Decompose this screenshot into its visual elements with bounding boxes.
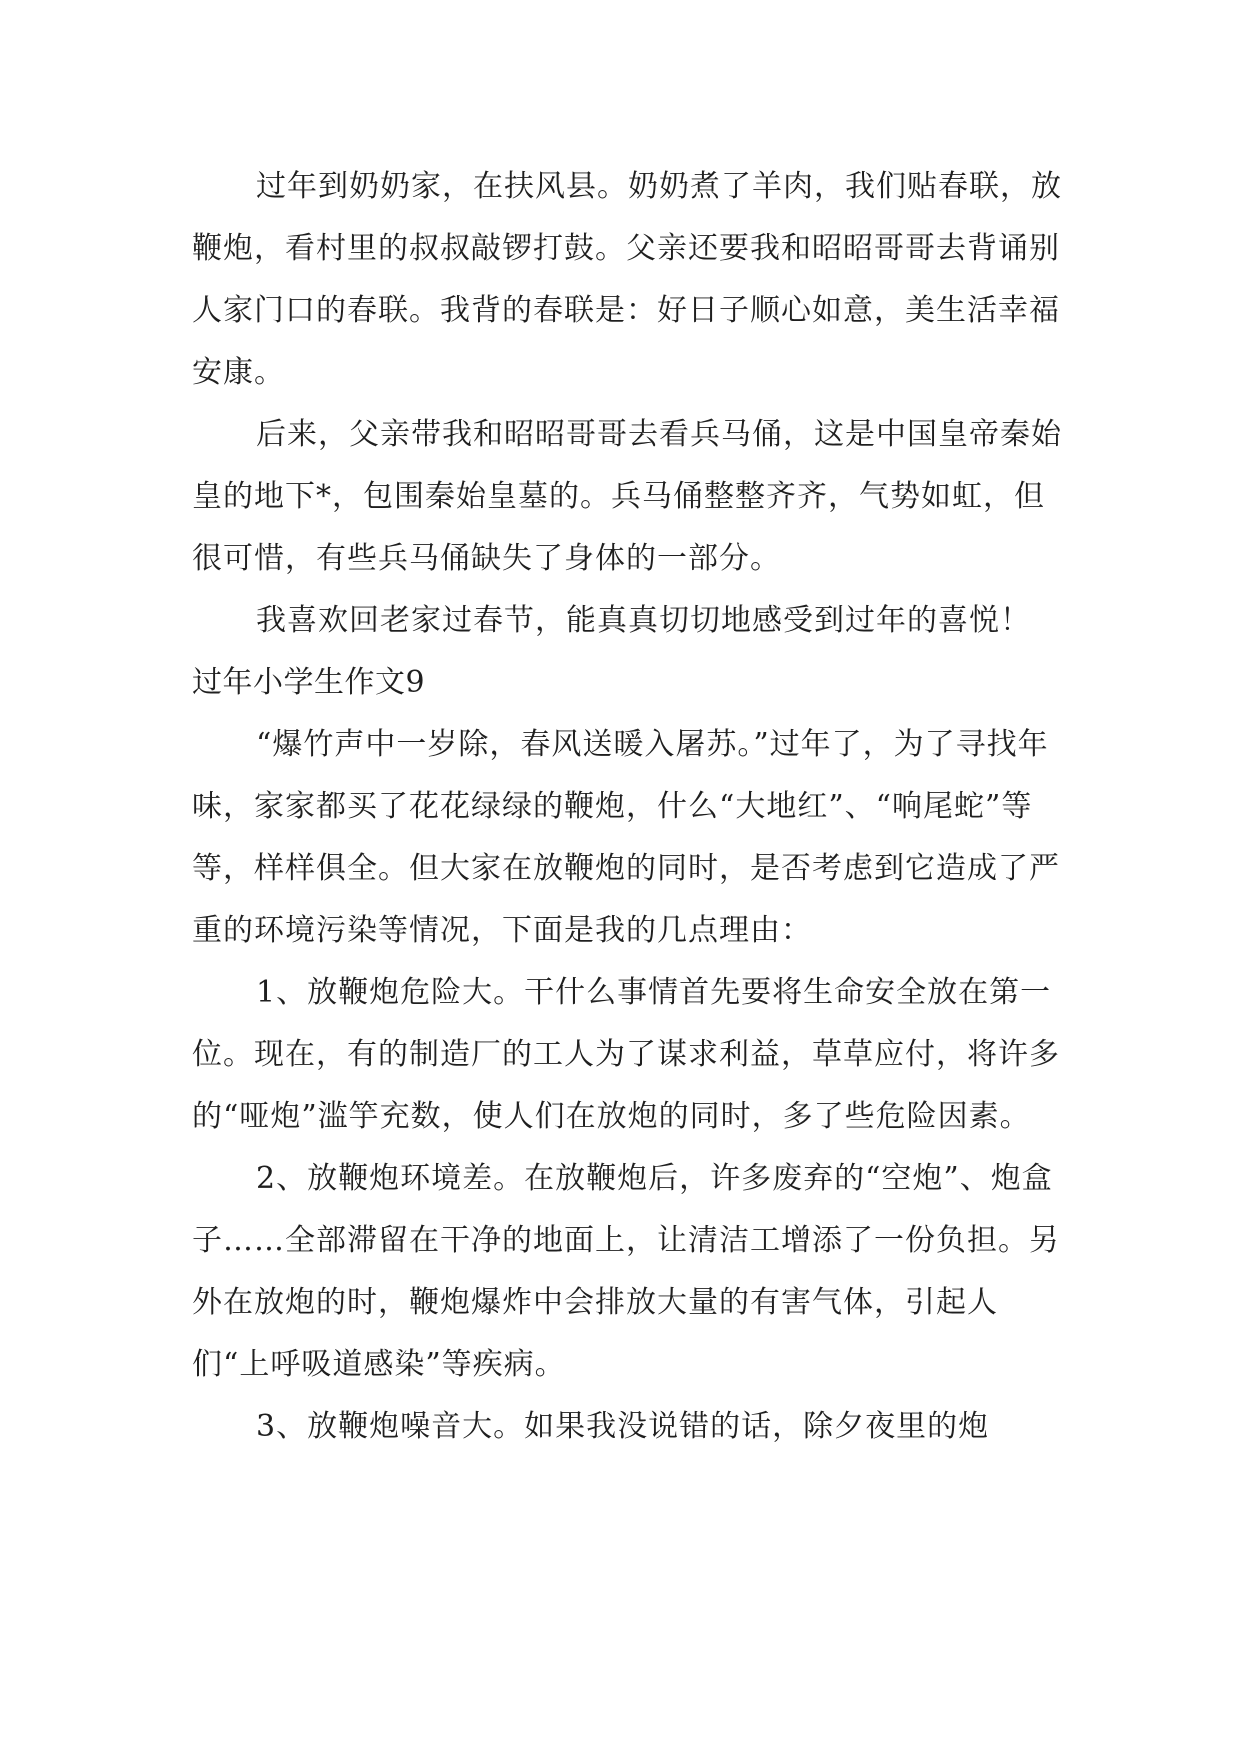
paragraph-3: 我喜欢回老家过春节，能真真切切地感受到过年的喜悦！ <box>256 603 1031 638</box>
essay-heading: 过年小学生作文9 <box>192 665 426 700</box>
document-body <box>192 156 1062 1458</box>
paragraph-1: 过年到奶奶家，在扶风县。奶奶煮了羊肉，我们贴春联，放鞭炮，看村里的叔叔敲锣打鼓。父亲还要我和昭昭哥哥去背诵别人家门口的春联。我背的春联是：好日子顺心如意，美生活幸福安康。 <box>192 169 1062 390</box>
paragraph-5: 1、放鞭炮危险大。干什么事情首先要将生命安全放在第一位。现在，有的制造厂的工人为了谋求利益，草草应付，将许多的“哑炮”滥竽充数，使人们在放炮的同时，多了些危险因素。 <box>192 975 1060 1134</box>
paragraph-2: 后来，父亲带我和昭昭哥哥去看兵马俑，这是中国皇帝秦始皇的地下*，包围秦始皇墓的。兵马俑整整齐齐，气势如虹，但很可惜，有些兵马俑缺失了身体的一部分。 <box>192 417 1062 576</box>
paragraph-6: 2、放鞭炮环境差。在放鞭炮后，许多废弃的“空炮”、炮盒子……全部滞留在干净的地面上，让清洁工增添了一份负担。另外在放炮的时，鞭炮爆炸中会排放大量的有害气体，引起人们“上呼吸道感染”等疾病。 <box>192 1161 1060 1382</box>
paragraph-7: 3、放鞭炮噪音大。如果我没说错的话，除夕夜里的炮 <box>256 1409 990 1444</box>
paragraph-4: “爆竹声中一岁除，春风送暖入屠苏。”过年了，为了寻找年味，家家都买了花花绿绿的鞭炮，什么“大地红”、“响尾蛇”等等，样样俱全。但大家在放鞭炮的同时，是否考虑到它造成了严重的环境污染等情况，下面是我的几点理由： <box>192 727 1060 948</box>
